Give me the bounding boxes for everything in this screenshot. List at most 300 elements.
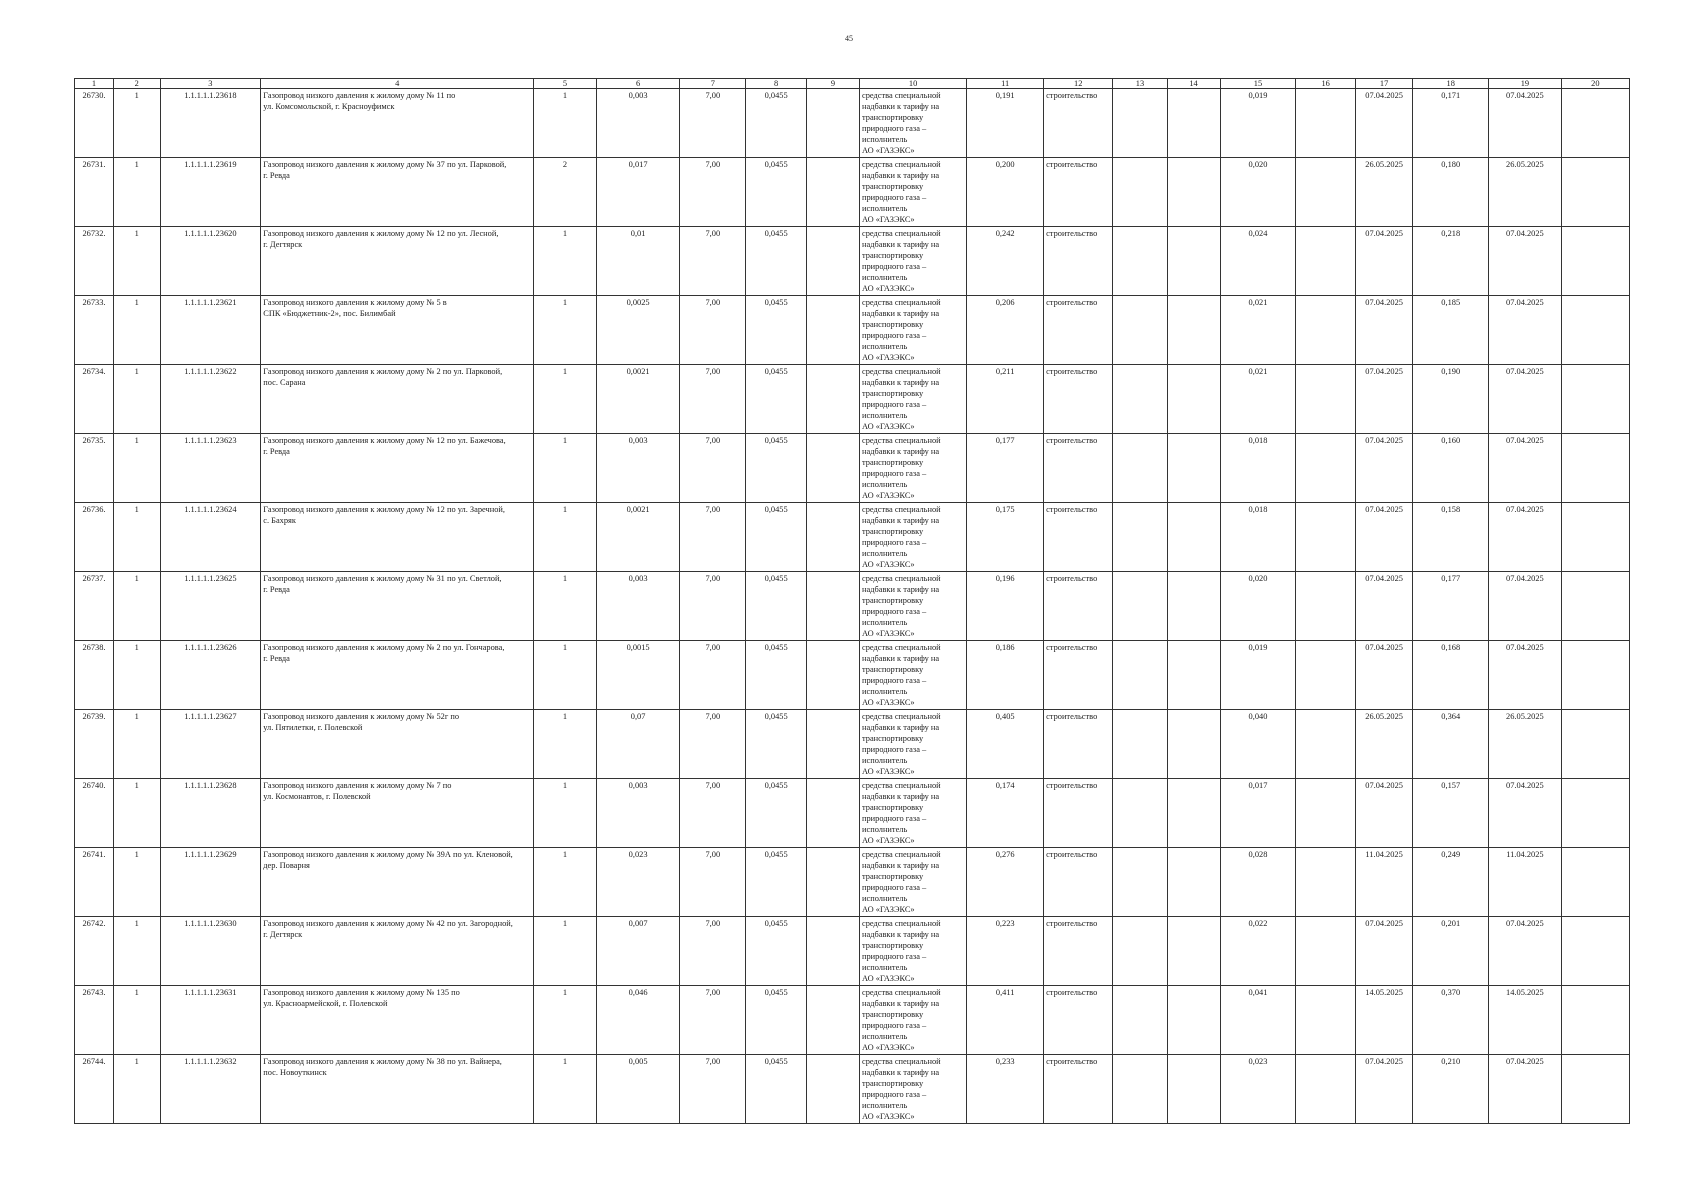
table-cell (1167, 986, 1220, 1055)
table-cell: средства специальной надбавки к тарифу на транспортировку природного газа – исполнитель АО «ГАЗЭКС» (860, 89, 967, 158)
table-cell: 7,00 (680, 572, 746, 641)
table-cell: 07.04.2025 (1489, 917, 1562, 986)
table-cell: 0,206 (967, 296, 1044, 365)
table-cell: 1.1.1.1.1.23621 (160, 296, 261, 365)
table-cell: 7,00 (680, 710, 746, 779)
table-cell: 1 (534, 848, 597, 917)
table-cell: средства специальной надбавки к тарифу на транспортировку природного газа – исполнитель АО «ГАЗЭКС» (860, 503, 967, 572)
table-cell (1296, 848, 1356, 917)
table-cell (1167, 848, 1220, 917)
table-row (75, 296, 1630, 365)
table-cell: 0,186 (967, 641, 1044, 710)
table-cell: 1 (534, 917, 597, 986)
table-cell: 1 (113, 848, 160, 917)
table-cell: 0,003 (596, 572, 679, 641)
table-row (75, 986, 1630, 1055)
table-cell: 07.04.2025 (1355, 1055, 1412, 1124)
table-cell: средства специальной надбавки к тарифу на транспортировку природного газа – исполнитель АО «ГАЗЭКС» (860, 296, 967, 365)
table-cell: 7,00 (680, 365, 746, 434)
table-cell: 1 (113, 1055, 160, 1124)
table-cell: средства специальной надбавки к тарифу на транспортировку природного газа – исполнитель АО «ГАЗЭКС» (860, 710, 967, 779)
table-cell (1167, 503, 1220, 572)
table-cell: 1 (113, 296, 160, 365)
table-cell: 0,0455 (746, 848, 807, 917)
table-cell: Газопровод низкого давления к жилому дому № 2 по ул. Парковой, пос. Сарана (261, 365, 534, 434)
table-cell: 7,00 (680, 227, 746, 296)
table-cell: 07.04.2025 (1489, 503, 1562, 572)
table-cell: строительство (1044, 227, 1113, 296)
table-cell: 0,210 (1413, 1055, 1489, 1124)
table-cell (806, 89, 859, 158)
table-cell: 07.04.2025 (1489, 572, 1562, 641)
table-cell: 07.04.2025 (1489, 365, 1562, 434)
table-cell: 07.04.2025 (1355, 779, 1412, 848)
table-cell: 1.1.1.1.1.23632 (160, 1055, 261, 1124)
table-cell: 0,023 (1220, 1055, 1296, 1124)
table-cell: средства специальной надбавки к тарифу на транспортировку природного газа – исполнитель АО «ГАЗЭКС» (860, 917, 967, 986)
table-cell: 1 (113, 89, 160, 158)
table-cell (1167, 779, 1220, 848)
column-number-row (75, 79, 1630, 89)
table-cell (1296, 641, 1356, 710)
table-cell: 1.1.1.1.1.23622 (160, 365, 261, 434)
table-cell: 0,0455 (746, 434, 807, 503)
table-cell (806, 434, 859, 503)
table-cell (806, 779, 859, 848)
table-cell: 1.1.1.1.1.23624 (160, 503, 261, 572)
table-cell: 1 (113, 986, 160, 1055)
table-cell: строительство (1044, 89, 1113, 158)
table-cell: Газопровод низкого давления к жилому дому № 7 по ул. Космонавтов, г. Полевской (261, 779, 534, 848)
table-cell: 0,0455 (746, 296, 807, 365)
table-cell: 7,00 (680, 1055, 746, 1124)
table-cell (1167, 641, 1220, 710)
table-cell: 26730. (75, 89, 114, 158)
table-cell (1296, 779, 1356, 848)
table-cell: 26738. (75, 641, 114, 710)
table-cell: 0,0021 (596, 503, 679, 572)
table-cell: Газопровод низкого давления к жилому дому № 52г по ул. Пятилетки, г. Полевской (261, 710, 534, 779)
table-cell (1113, 986, 1167, 1055)
table-cell (1296, 572, 1356, 641)
table-cell: Газопровод низкого давления к жилому дому № 37 по ул. Парковой, г. Ревда (261, 158, 534, 227)
table-cell: 0,171 (1413, 89, 1489, 158)
table-cell: 1 (534, 572, 597, 641)
table-cell (806, 641, 859, 710)
table-cell (1113, 1055, 1167, 1124)
table-cell: 26731. (75, 158, 114, 227)
table-cell (1113, 572, 1167, 641)
table-cell: средства специальной надбавки к тарифу на транспортировку природного газа – исполнитель АО «ГАЗЭКС» (860, 572, 967, 641)
table-cell: Газопровод низкого давления к жилому дому № 12 по ул. Заречной, с. Бахряк (261, 503, 534, 572)
table-cell: 0,0455 (746, 503, 807, 572)
table-cell (806, 1055, 859, 1124)
table-cell: Газопровод низкого давления к жилому дому № 39А по ул. Кленовой, дер. Поварня (261, 848, 534, 917)
table-body (75, 89, 1630, 1124)
table-cell (1296, 227, 1356, 296)
table-cell: 26732. (75, 227, 114, 296)
table-cell: 0,168 (1413, 641, 1489, 710)
table-cell: 0,0455 (746, 1055, 807, 1124)
table-cell: строительство (1044, 572, 1113, 641)
table-row (75, 503, 1630, 572)
table-cell: 07.04.2025 (1355, 365, 1412, 434)
table-cell: 1.1.1.1.1.23618 (160, 89, 261, 158)
table-cell: 0,0455 (746, 89, 807, 158)
table-cell: 1.1.1.1.1.23620 (160, 227, 261, 296)
table-cell: 11.04.2025 (1489, 848, 1562, 917)
table-cell: 26743. (75, 986, 114, 1055)
table-cell: 0,007 (596, 917, 679, 986)
table-row (75, 89, 1630, 158)
table-cell: 1 (534, 296, 597, 365)
column-header-11: 11 (967, 79, 1044, 89)
table-cell: 07.04.2025 (1489, 641, 1562, 710)
table-cell (1167, 365, 1220, 434)
table-cell: 1.1.1.1.1.23630 (160, 917, 261, 986)
table-cell: 0,0455 (746, 917, 807, 986)
table-cell: 1 (113, 158, 160, 227)
table-cell (1296, 1055, 1356, 1124)
table-cell: Газопровод низкого давления к жилому дому № 11 по ул. Комсомольской, г. Красноуфимск (261, 89, 534, 158)
table-cell: 1 (534, 710, 597, 779)
table-cell (1167, 434, 1220, 503)
table-cell: 0,01 (596, 227, 679, 296)
table-cell: Газопровод низкого давления к жилому дому № 12 по ул. Лесной, г. Дегтярск (261, 227, 534, 296)
table-row (75, 572, 1630, 641)
table-row (75, 434, 1630, 503)
table-cell: 7,00 (680, 89, 746, 158)
table-cell: Газопровод низкого давления к жилому дому № 5 в СПК «Бюджетник-2», пос. Билимбай (261, 296, 534, 365)
column-header-7: 7 (680, 79, 746, 89)
table-cell: 0,0455 (746, 227, 807, 296)
table-cell (1561, 158, 1629, 227)
table-cell: 26734. (75, 365, 114, 434)
table-cell: средства специальной надбавки к тарифу на транспортировку природного газа – исполнитель АО «ГАЗЭКС» (860, 434, 967, 503)
table-cell (1561, 227, 1629, 296)
table-cell: 0,0455 (746, 572, 807, 641)
table-cell: строительство (1044, 1055, 1113, 1124)
table-cell (806, 710, 859, 779)
table-row (75, 227, 1630, 296)
table-cell: 7,00 (680, 296, 746, 365)
table-cell (1561, 1055, 1629, 1124)
table-cell: 26.05.2025 (1355, 158, 1412, 227)
table-cell: строительство (1044, 710, 1113, 779)
table-cell: 1 (113, 365, 160, 434)
table-cell: 26739. (75, 710, 114, 779)
table-cell: 0,276 (967, 848, 1044, 917)
table-cell (1561, 848, 1629, 917)
table-cell (1113, 434, 1167, 503)
table-cell (1561, 917, 1629, 986)
table-cell (1561, 89, 1629, 158)
table-cell (1561, 296, 1629, 365)
table-cell (806, 227, 859, 296)
table-cell: 07.04.2025 (1489, 227, 1562, 296)
table-cell: 1 (534, 641, 597, 710)
column-header-10: 10 (860, 79, 967, 89)
table-cell: 0,0455 (746, 641, 807, 710)
column-header-17: 17 (1355, 79, 1412, 89)
table-cell: 1 (534, 1055, 597, 1124)
table-cell (1561, 986, 1629, 1055)
table-cell: 7,00 (680, 779, 746, 848)
table-cell: 26736. (75, 503, 114, 572)
table-row (75, 779, 1630, 848)
table-cell: 14.05.2025 (1489, 986, 1562, 1055)
table-cell: средства специальной надбавки к тарифу на транспортировку природного газа – исполнитель АО «ГАЗЭКС» (860, 848, 967, 917)
table-cell: 07.04.2025 (1489, 296, 1562, 365)
column-header-8: 8 (746, 79, 807, 89)
table-cell (1113, 917, 1167, 986)
table-cell (1296, 89, 1356, 158)
table-cell (1113, 503, 1167, 572)
table-cell: 26733. (75, 296, 114, 365)
table-cell: 1 (113, 779, 160, 848)
table-cell: 1 (534, 227, 597, 296)
table-cell: 0,191 (967, 89, 1044, 158)
table-cell: 0,003 (596, 434, 679, 503)
table-cell: 0,022 (1220, 917, 1296, 986)
table-cell (1296, 917, 1356, 986)
table-cell: 0,028 (1220, 848, 1296, 917)
table-cell: 0,242 (967, 227, 1044, 296)
table-cell (806, 158, 859, 227)
table-cell: 1.1.1.1.1.23625 (160, 572, 261, 641)
table-cell: 07.04.2025 (1355, 503, 1412, 572)
table-cell: 0,0455 (746, 158, 807, 227)
table-cell: 0,046 (596, 986, 679, 1055)
table-cell (1113, 89, 1167, 158)
table-cell: 0,003 (596, 89, 679, 158)
column-header-19: 19 (1489, 79, 1562, 89)
table-cell (1296, 434, 1356, 503)
table-cell: 1 (113, 434, 160, 503)
table-cell: 0,0021 (596, 365, 679, 434)
table-cell: 0,160 (1413, 434, 1489, 503)
table-cell: 1 (534, 89, 597, 158)
table-cell: 1 (534, 779, 597, 848)
table-cell: 0,0455 (746, 986, 807, 1055)
table-cell (806, 986, 859, 1055)
table-cell (1167, 1055, 1220, 1124)
table-cell: 0,211 (967, 365, 1044, 434)
table-cell: 7,00 (680, 158, 746, 227)
table-cell: 0,021 (1220, 296, 1296, 365)
column-header-4: 4 (261, 79, 534, 89)
table-cell (1296, 710, 1356, 779)
table-cell (1296, 986, 1356, 1055)
table-cell: Газопровод низкого давления к жилому дому № 2 по ул. Гончарова, г. Ревда (261, 641, 534, 710)
table-cell: 0,157 (1413, 779, 1489, 848)
table-cell: 0,174 (967, 779, 1044, 848)
table-cell: 0,003 (596, 779, 679, 848)
table-cell: 1 (113, 917, 160, 986)
table-row (75, 158, 1630, 227)
table-cell: Газопровод низкого давления к жилому дому № 12 по ул. Бажечова, г. Ревда (261, 434, 534, 503)
table-cell: средства специальной надбавки к тарифу на транспортировку природного газа – исполнитель АО «ГАЗЭКС» (860, 365, 967, 434)
table-cell (1561, 365, 1629, 434)
table-cell (806, 572, 859, 641)
table-cell: Газопровод низкого давления к жилому дому № 42 по ул. Загородной, г. Дегтярск (261, 917, 534, 986)
table-cell (1561, 434, 1629, 503)
table-cell: 1.1.1.1.1.23628 (160, 779, 261, 848)
table-cell: 0,190 (1413, 365, 1489, 434)
table-cell: Газопровод низкого давления к жилому дому № 135 по ул. Красноармейской, г. Полевской (261, 986, 534, 1055)
table-cell (1561, 572, 1629, 641)
table-row (75, 710, 1630, 779)
table-cell: 0,218 (1413, 227, 1489, 296)
table-cell: 0,024 (1220, 227, 1296, 296)
table-cell: средства специальной надбавки к тарифу на транспортировку природного газа – исполнитель АО «ГАЗЭКС» (860, 158, 967, 227)
column-header-13: 13 (1113, 79, 1167, 89)
table-cell: 0,023 (596, 848, 679, 917)
table-cell: 7,00 (680, 641, 746, 710)
table-cell: 1 (113, 641, 160, 710)
table-cell: Газопровод низкого давления к жилому дому № 31 по ул. Светлой, г. Ревда (261, 572, 534, 641)
table-cell (806, 503, 859, 572)
table-cell: 07.04.2025 (1489, 1055, 1562, 1124)
table-cell (1296, 503, 1356, 572)
table-cell: 0,017 (1220, 779, 1296, 848)
table-cell: 7,00 (680, 503, 746, 572)
table-cell: 0,233 (967, 1055, 1044, 1124)
table-cell: 26740. (75, 779, 114, 848)
table-cell: 26737. (75, 572, 114, 641)
table-cell: строительство (1044, 848, 1113, 917)
table-cell: средства специальной надбавки к тарифу на транспортировку природного газа – исполнитель АО «ГАЗЭКС» (860, 641, 967, 710)
table-cell (1167, 710, 1220, 779)
table-cell: 0,07 (596, 710, 679, 779)
table-cell: 07.04.2025 (1355, 572, 1412, 641)
column-header-1: 1 (75, 79, 114, 89)
table-cell: 0,405 (967, 710, 1044, 779)
table-cell: 1.1.1.1.1.23629 (160, 848, 261, 917)
table-cell: 0,200 (967, 158, 1044, 227)
table-cell: 26742. (75, 917, 114, 986)
table-cell: 0,158 (1413, 503, 1489, 572)
table-cell: строительство (1044, 434, 1113, 503)
table-cell: 1 (113, 227, 160, 296)
table-cell: 07.04.2025 (1355, 434, 1412, 503)
table-cell (1113, 641, 1167, 710)
table-cell: 26735. (75, 434, 114, 503)
table-cell (806, 848, 859, 917)
column-header-18: 18 (1413, 79, 1489, 89)
table-cell: 0,041 (1220, 986, 1296, 1055)
table-cell: 0,196 (967, 572, 1044, 641)
table-cell (806, 365, 859, 434)
table-cell (1113, 296, 1167, 365)
table-cell: 0,020 (1220, 572, 1296, 641)
table-cell: средства специальной надбавки к тарифу на транспортировку природного газа – исполнитель АО «ГАЗЭКС» (860, 227, 967, 296)
table-cell: 0,180 (1413, 158, 1489, 227)
table-cell: 1 (534, 434, 597, 503)
table-cell: 0,021 (1220, 365, 1296, 434)
table-cell: 1.1.1.1.1.23623 (160, 434, 261, 503)
table-cell (1113, 227, 1167, 296)
table-cell: 7,00 (680, 848, 746, 917)
table-cell: 11.04.2025 (1355, 848, 1412, 917)
table-cell (1113, 365, 1167, 434)
table-row (75, 365, 1630, 434)
table-cell: строительство (1044, 503, 1113, 572)
table-cell: 0,0015 (596, 641, 679, 710)
column-header-6: 6 (596, 79, 679, 89)
table-cell (1167, 572, 1220, 641)
table-cell: 1 (113, 572, 160, 641)
table-cell (1561, 779, 1629, 848)
table-cell: 0,370 (1413, 986, 1489, 1055)
table-cell (1113, 848, 1167, 917)
column-header-16: 16 (1296, 79, 1356, 89)
register-table (74, 78, 1630, 1124)
column-header-14: 14 (1167, 79, 1220, 89)
table-cell: 1.1.1.1.1.23626 (160, 641, 261, 710)
table-cell: 0,411 (967, 986, 1044, 1055)
table-cell: 0,018 (1220, 503, 1296, 572)
column-header-3: 3 (160, 79, 261, 89)
table-cell (1113, 158, 1167, 227)
table-cell: 0,0455 (746, 365, 807, 434)
table-cell: 1 (113, 710, 160, 779)
table-row (75, 641, 1630, 710)
table-cell: 0,005 (596, 1055, 679, 1124)
table-cell (1167, 227, 1220, 296)
table-cell: 07.04.2025 (1489, 89, 1562, 158)
table-cell: 0,201 (1413, 917, 1489, 986)
table-cell: 26741. (75, 848, 114, 917)
table-row (75, 848, 1630, 917)
column-header-20: 20 (1561, 79, 1629, 89)
table-cell: 7,00 (680, 917, 746, 986)
table-cell: строительство (1044, 641, 1113, 710)
table-cell: 07.04.2025 (1489, 779, 1562, 848)
table-cell: средства специальной надбавки к тарифу на транспортировку природного газа – исполнитель АО «ГАЗЭКС» (860, 1055, 967, 1124)
table-row (75, 1055, 1630, 1124)
table-cell: средства специальной надбавки к тарифу на транспортировку природного газа – исполнитель АО «ГАЗЭКС» (860, 986, 967, 1055)
table-cell: 1 (113, 503, 160, 572)
table-cell: строительство (1044, 917, 1113, 986)
table-cell: 0,0025 (596, 296, 679, 365)
table-cell: 07.04.2025 (1355, 227, 1412, 296)
table-cell: 26.05.2025 (1489, 710, 1562, 779)
table-cell: Газопровод низкого давления к жилому дому № 38 по ул. Вайнера, пос. Новоуткинск (261, 1055, 534, 1124)
table-cell: 0,249 (1413, 848, 1489, 917)
table-cell (1561, 641, 1629, 710)
table-cell (1296, 158, 1356, 227)
table-cell (1113, 710, 1167, 779)
table-cell: 0,177 (967, 434, 1044, 503)
column-header-5: 5 (534, 79, 597, 89)
table-cell: 1 (534, 986, 597, 1055)
column-header-9: 9 (806, 79, 859, 89)
table-cell: 07.04.2025 (1355, 917, 1412, 986)
table-cell: средства специальной надбавки к тарифу на транспортировку природного газа – исполнитель АО «ГАЗЭКС» (860, 779, 967, 848)
table-cell: 0,040 (1220, 710, 1296, 779)
table-cell: строительство (1044, 158, 1113, 227)
table-cell: строительство (1044, 779, 1113, 848)
table-cell: 14.05.2025 (1355, 986, 1412, 1055)
table-cell: 0,0455 (746, 779, 807, 848)
table-cell (806, 917, 859, 986)
table-cell: 1.1.1.1.1.23631 (160, 986, 261, 1055)
table-cell (1561, 710, 1629, 779)
table-cell (806, 296, 859, 365)
table-cell: 0,017 (596, 158, 679, 227)
table-cell (1167, 296, 1220, 365)
